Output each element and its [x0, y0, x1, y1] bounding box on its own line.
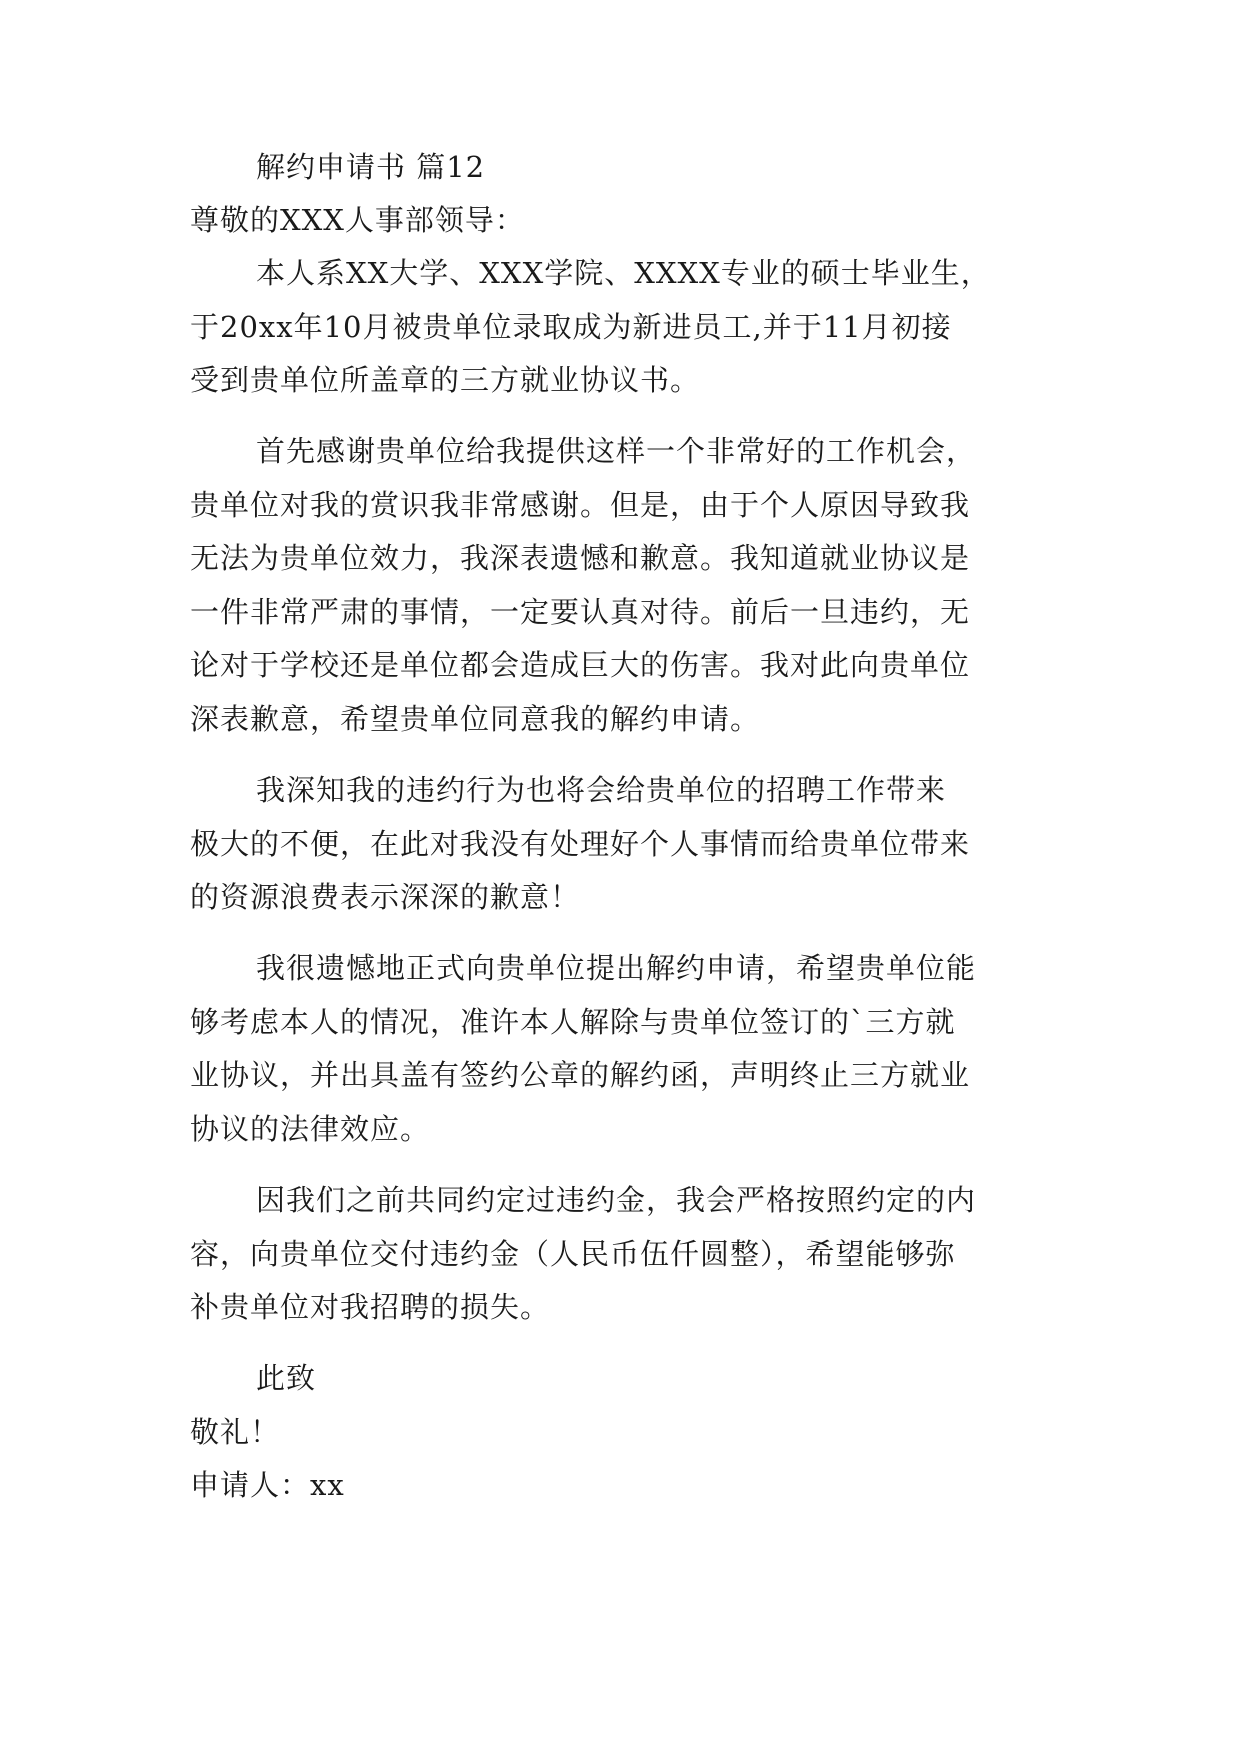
paragraph-line: 容，向贵单位交付违约金（人民币伍仟圆整），希望能够弥 [190, 1237, 956, 1271]
paragraph-line: 本人系XX大学、XXX学院、XXXX专业的硕士毕业生， [256, 256, 991, 290]
paragraph-line: 补贵单位对我招聘的损失。 [190, 1290, 551, 1324]
paragraph-line: 一件非常严肃的事情，一定要认真对待。前后一旦违约，无 [190, 595, 971, 629]
paragraph-line: 我深知我的违约行为也将会给贵单位的招聘工作带来 [256, 773, 947, 807]
paragraph-line: 受到贵单位所盖章的三方就业协议书。 [190, 363, 701, 397]
paragraph-line: 因我们之前共同约定过违约金，我会严格按照约定的内 [256, 1183, 977, 1217]
paragraph-line: 无法为贵单位效力，我深表遗憾和歉意。我知道就业协议是 [190, 541, 971, 575]
paragraph-line: 于20xx年10月被贵单位录取成为新进员工,并于11月初接 [190, 310, 952, 344]
paragraph-line: 协议的法律效应。 [190, 1112, 431, 1146]
paragraph-line: 首先感谢贵单位给我提供这样一个非常好的工作机会， [256, 434, 977, 468]
paragraph-line: 论对于学校还是单位都会造成巨大的伤害。我对此向贵单位 [190, 648, 971, 682]
paragraph-line: 极大的不便，在此对我没有处理好个人事情而给贵单位带来 [190, 827, 971, 861]
paragraph-line: 我很遗憾地正式向贵单位提出解约申请，希望贵单位能 [256, 951, 977, 985]
paragraph-line: 业协议，并出具盖有签约公章的解约函，声明终止三方就业 [190, 1058, 971, 1092]
closing-salute: 敬礼！ [190, 1415, 281, 1449]
salutation: 尊敬的XXX人事部领导： [190, 203, 525, 237]
paragraph-line: 的资源浪费表示深深的歉意！ [190, 880, 581, 914]
paragraph-line: 贵单位对我的赏识我非常感谢。但是，由于个人原因导致我 [190, 488, 971, 522]
closing-greeting: 此致 [256, 1361, 317, 1395]
document-title: 解约申请书 篇12 [256, 150, 486, 184]
paragraph-line: 够考虑本人的情况，准许本人解除与贵单位签订的`三方就 [190, 1005, 956, 1039]
applicant-signature: 申请人：xx [190, 1468, 345, 1502]
paragraph-line: 深表歉意，希望贵单位同意我的解约申请。 [190, 702, 761, 736]
